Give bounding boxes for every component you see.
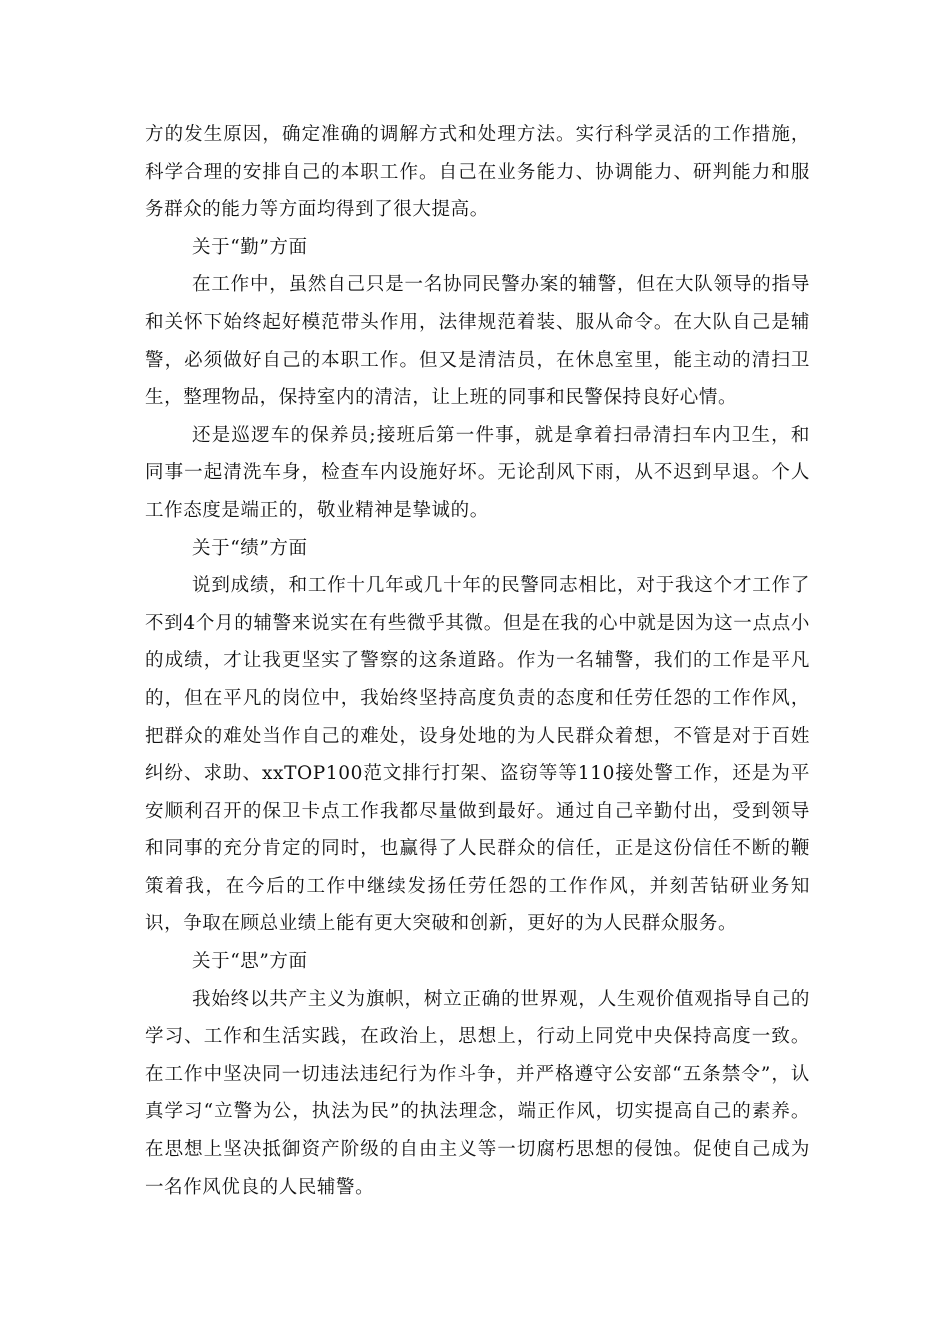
paragraph-diligence-duties: 在工作中，虽然自己只是一名协同民警办案的辅警，但在大队领导的指导和关怀下始终起好模范带头作用，法律规范着装、服从命令。在大队自己是辅警，必须做好自己的本职工作。但又是清洁员，在休息室里，能主动的清扫卫生，整理物品，保持室内的清洁，让上班的同事和民警保持良好心情。 (145, 274, 810, 409)
paragraph-continuation: 方的发生原因，确定准确的调解方式和处理方法。实行科学灵活的工作措施，科学合理的安排自己的本职工作。自己在业务能力、协调能力、研判能力和服务群众的能力等方面均得到了很大提高。 (145, 124, 810, 221)
paragraph-thought: 我始终以共产主义为旗帜，树立正确的世界观，人生观价值观指导自己的学习、工作和生活实践，在政治上，思想上，行动上同党中央保持高度一致。在工作中坚决同一切违法违纪行为作斗争，并严格遵守公安部“五条禁令”，认真学习“立警为公，执法为民”的执法理念，端正作风，切实提高自己的素养。在思想上坚决抵御资产阶级的自由主义等一切腐朽思想的侵蚀。促使自己成为一名作风优良的人民辅警。 (145, 988, 810, 1198)
paragraph-diligence-patrol-car: 还是巡逻车的保养员;接班后第一件事，就是拿着扫帚清扫车内卫生，和同事一起清洗车身，检查车内设施好坏。无论刮风下雨，从不迟到早退。个人工作态度是端正的，敬业精神是挚诚的。 (145, 424, 810, 521)
paragraph-achievement: 说到成绩，和工作十几年或几十年的民警同志相比，对于我这个才工作了不到4个月的辅警来说实在有些微乎其微。但是在我的心中就是因为这一点点小的成绩，才让我更坚实了警察的这条道路。作为一名辅警，我们的工作是平凡的，但在平凡的岗位中，我始终坚持高度负责的态度和任劳任怨的工作作风，把群众的难处当作自己的难处，设身处地的为人民群众着想，不管是对于百姓纠纷、求助、xxTOP100范文排行打架、盗窃等等110接处警工作，还是为平安顺利召开的保卫卡点工作我都尽量做到最好。通过自己辛勤付出，受到领导和同事的充分肯定的同时，也赢得了人民群众的信任，正是这份信任不断的鞭策着我，在今后的工作中继续发扬任劳任怨的工作作风，并刻苦钻研业务知识，争取在顾总业绩上能有更大突破和创新，更好的为人民群众服务。 (145, 575, 810, 935)
section-heading-diligence: 关于“勤”方面 (192, 236, 308, 258)
section-heading-achievement: 关于“绩”方面 (192, 537, 308, 559)
section-heading-thought: 关于“思”方面 (192, 951, 308, 973)
